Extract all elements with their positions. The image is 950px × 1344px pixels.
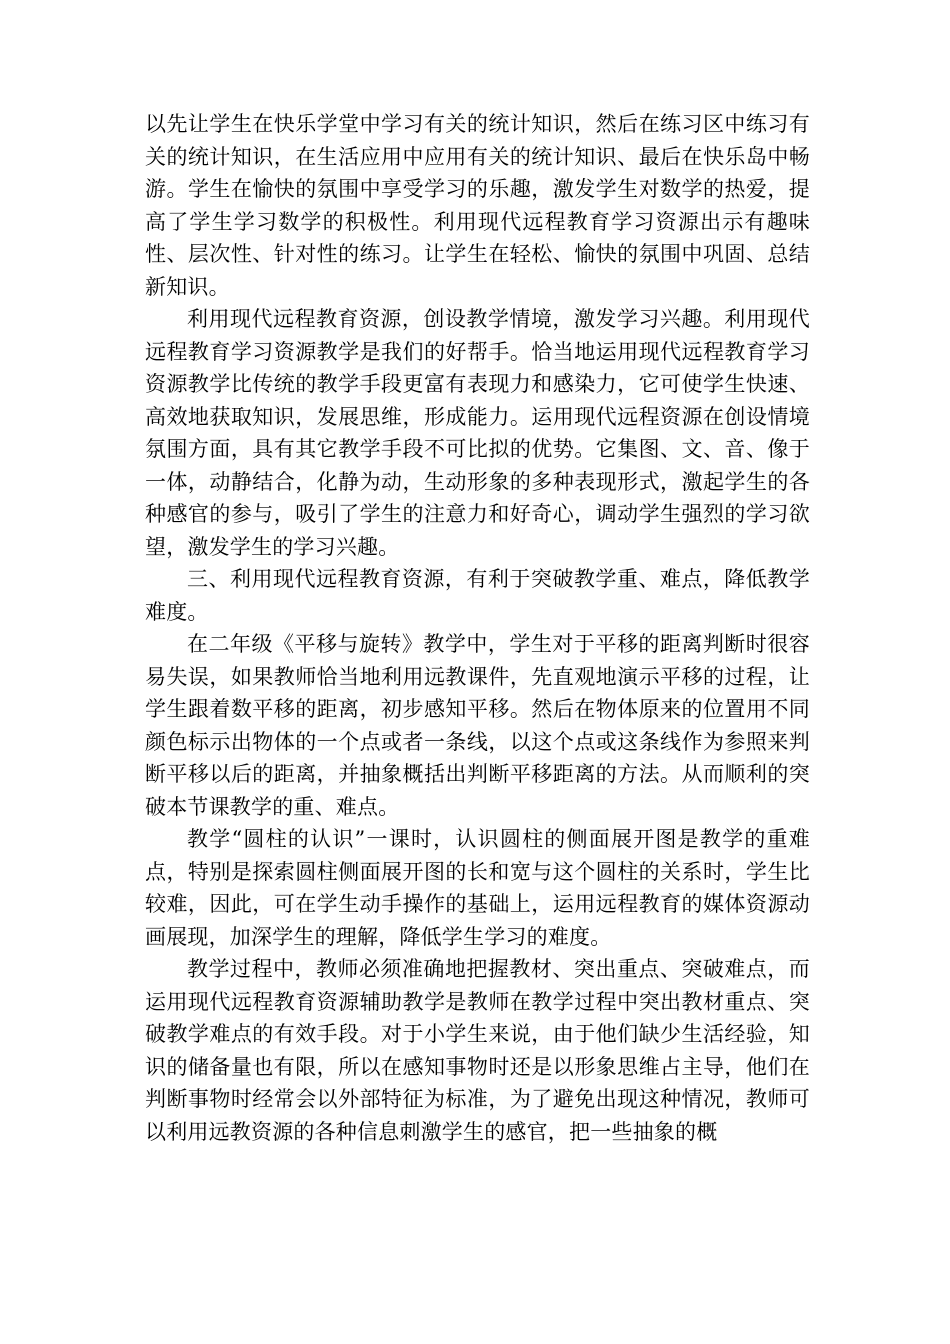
paragraph-teaching-process: 教学过程中，教师必须准确地把握教材、突出重点、突破难点，而运用现代远程教育资源辅助教学是教师在教学过程中突出教材重点、突破教学难点的有效手段。对于小学生来说，由于他们缺少生活经验，知识的储备量也有限，所以在感知事物时还是以形象思维占主导，他们在判断事物时经常会以外部特征为标准，为了避免出现这种情况，教师可以利用远教资源的各种信息刺激学生的感官，把一些抽象的概 xyxy=(145,957,810,1144)
document-body xyxy=(145,108,810,1148)
paragraph-translation-rotation: 在二年级《平移与旋转》教学中，学生对于平移的距离判断时很容易失误，如果教师恰当地利用远教课件，先直观地演示平移的过程，让学生跟着数平移的距离，初步感知平移。然后在物体原来的位置用不同颜色标示出物体的一个点或者一条线，以这个点或这条线作为参照来判断平移以后的距离，并抽象概括出判断平移距离的方法。从而顺利的突破本节课教学的重、难点。 xyxy=(145,632,810,819)
paragraph-continuation: 以先让学生在快乐学堂中学习有关的统计知识，然后在练习区中练习有关的统计知识，在生活应用中应用有关的统计知识、最后在快乐岛中畅游。学生在愉快的氛围中享受学习的乐趣，激发学生对数学的热爱，提高了学生学习数学的积极性。利用现代远程教育学习资源出示有趣味性、层次性、针对性的练习。让学生在轻松、愉快的氛围中巩固、总结新知识。 xyxy=(145,112,810,299)
paragraph-cylinder: 教学“圆柱的认识”一课时，认识圆柱的侧面展开图是教学的重难点，特别是探索圆柱侧面展开图的长和宽与这个圆柱的关系时，学生比较难，因此，可在学生动手操作的基础上，运用远程教育的媒体资源动画展现，加深学生的理解，降低学生学习的难度。 xyxy=(145,827,810,949)
paragraph-remote-education-situation: 利用现代远程教育资源，创设教学情境，激发学习兴趣。利用现代远程教育学习资源教学是我们的好帮手。恰当地运用现代远程教育学习资源教学比传统的教学手段更富有表现力和感染力，它可使学生快速、高效地获取知识，发展思维，形成能力。运用现代远程资源在创设情境氛围方面，具有其它教学手段不可比拟的优势。它集图、文、音、像于一体，动静结合，化静为动，生动形象的多种表现形式，激起学生的各种感官的参与，吸引了学生的注意力和好奇心，调动学生强烈的学习欲望，激发学生的学习兴趣。 xyxy=(145,307,810,559)
section-heading-3: 三、利用现代远程教育资源，有利于突破教学重、难点，降低教学难度。 xyxy=(145,567,810,624)
